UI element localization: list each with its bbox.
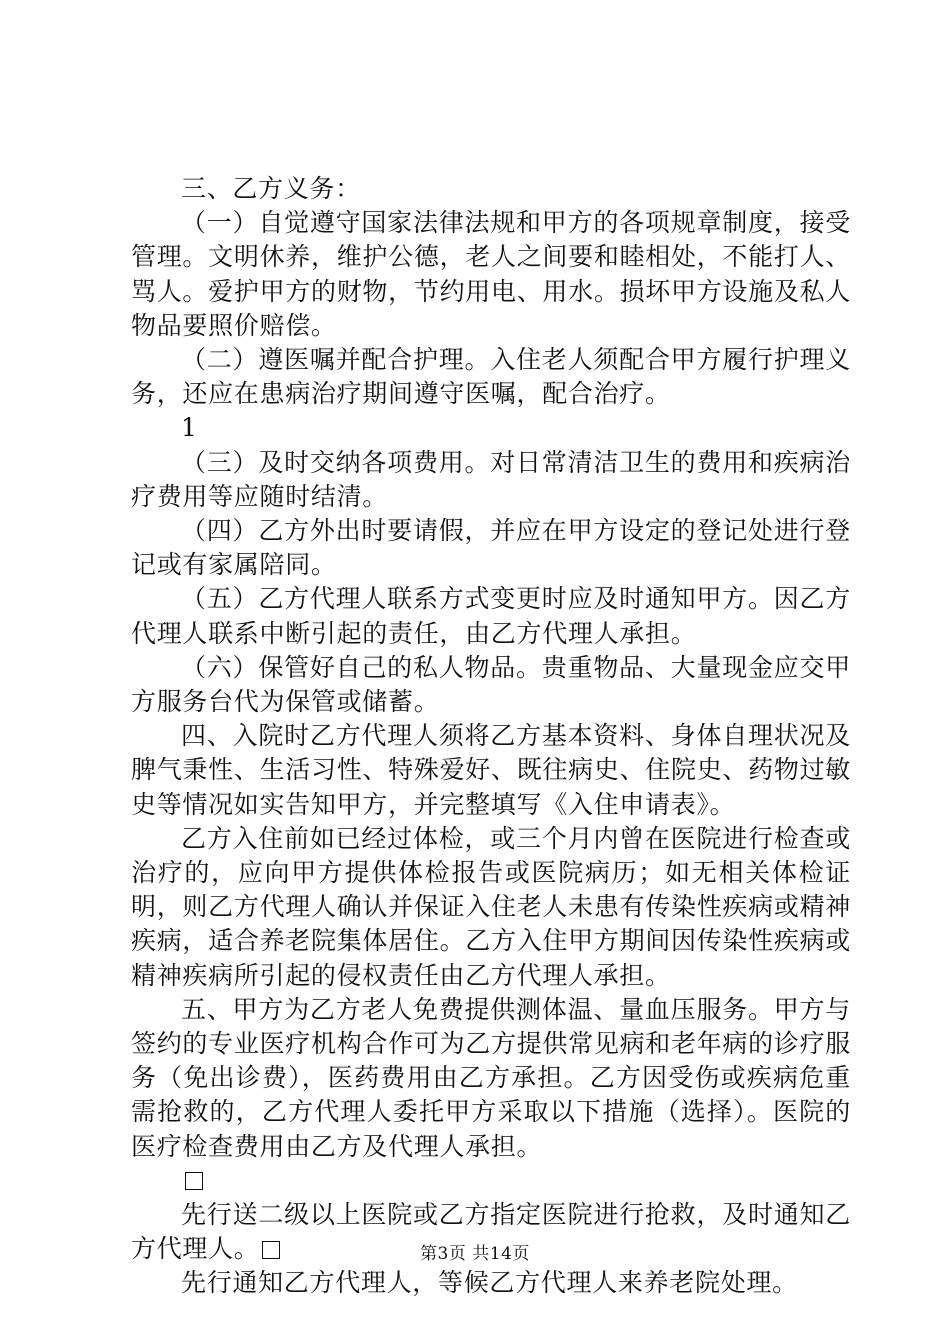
- checkbox-1[interactable]: [185, 1172, 203, 1190]
- section-4-continued: 乙方入住前如已经过体检，或三个月内曾在医院进行检查或治疗的，应向甲方提供体检报告或医院病历；如无相关体检证明，则乙方代理人确认并保证入住老人未患有传染性疾病或精神疾病，适合养老院集体居住。乙方入住甲方期间因传染性疾病或精神疾病所引起的侵权责任由乙方代理人承担。: [131, 823, 851, 990]
- option-2: 先行通知乙方代理人，等候乙方代理人来养老院处理。: [181, 1268, 798, 1298]
- section-heading-obligations: 三、乙方义务：: [181, 174, 361, 203]
- option-checkbox-row-1: [131, 1164, 851, 1198]
- clause-1: （一）自觉遵守国家法律法规和甲方的各项规章制度，接受管理。文明休养，维护公德，老人之间要和睦相处，不能打人、骂人。爱护甲方的财物，节约用电、用水。损坏甲方设施及私人物品要照价赔偿。: [131, 208, 851, 340]
- clause-5: （五）乙方代理人联系方式变更时应及时通知甲方。因乙方代理人联系中断引起的责任，由乙方代理人承担。: [131, 584, 851, 648]
- stray-page-number: 1: [181, 413, 197, 443]
- document-body: [131, 172, 851, 1301]
- clause-2: （二）遵医嘱并配合护理。入住老人须配合甲方履行护理义务，还应在患病治疗期间遵守医嘱，配合治疗。: [131, 345, 851, 409]
- section-5: 五、甲方为乙方老人免费提供测体温、量血压服务。甲方与签约的专业医疗机构合作可为乙方提供常见病和老年病的诊疗服务（免出诊费），医药费用由乙方承担。乙方因受伤或疾病危重需抢救的，乙方代理人委托甲方采取以下措施（选择）。医院的医疗检查费用由乙方及代理人承担。: [131, 994, 851, 1161]
- clause-4: （四）乙方外出时要请假，并应在甲方设定的登记处进行登记或有家属陪同。: [131, 516, 851, 580]
- clause-3: （三）及时交纳各项费用。对日常清洁卫生的费用和疾病治疗费用等应随时结清。: [131, 447, 851, 511]
- clause-6: （六）保管好自己的私人物品。贵重物品、大量现金应交甲方服务台代为保管或储蓄。: [131, 652, 851, 717]
- section-4: 四、入院时乙方代理人须将乙方基本资料、身体自理状况及脾气秉性、生活习性、特殊爱好、既往病史、住院史、药物过敏史等情况如实告知甲方，并完整填写《入住申请表》。: [131, 721, 851, 819]
- option-1-text: 先行送二级以上医院或乙方指定医院进行抢救，及时通知乙方代理人。: [131, 1200, 851, 1264]
- page-footer: 第3页 共14页: [420, 1244, 530, 1264]
